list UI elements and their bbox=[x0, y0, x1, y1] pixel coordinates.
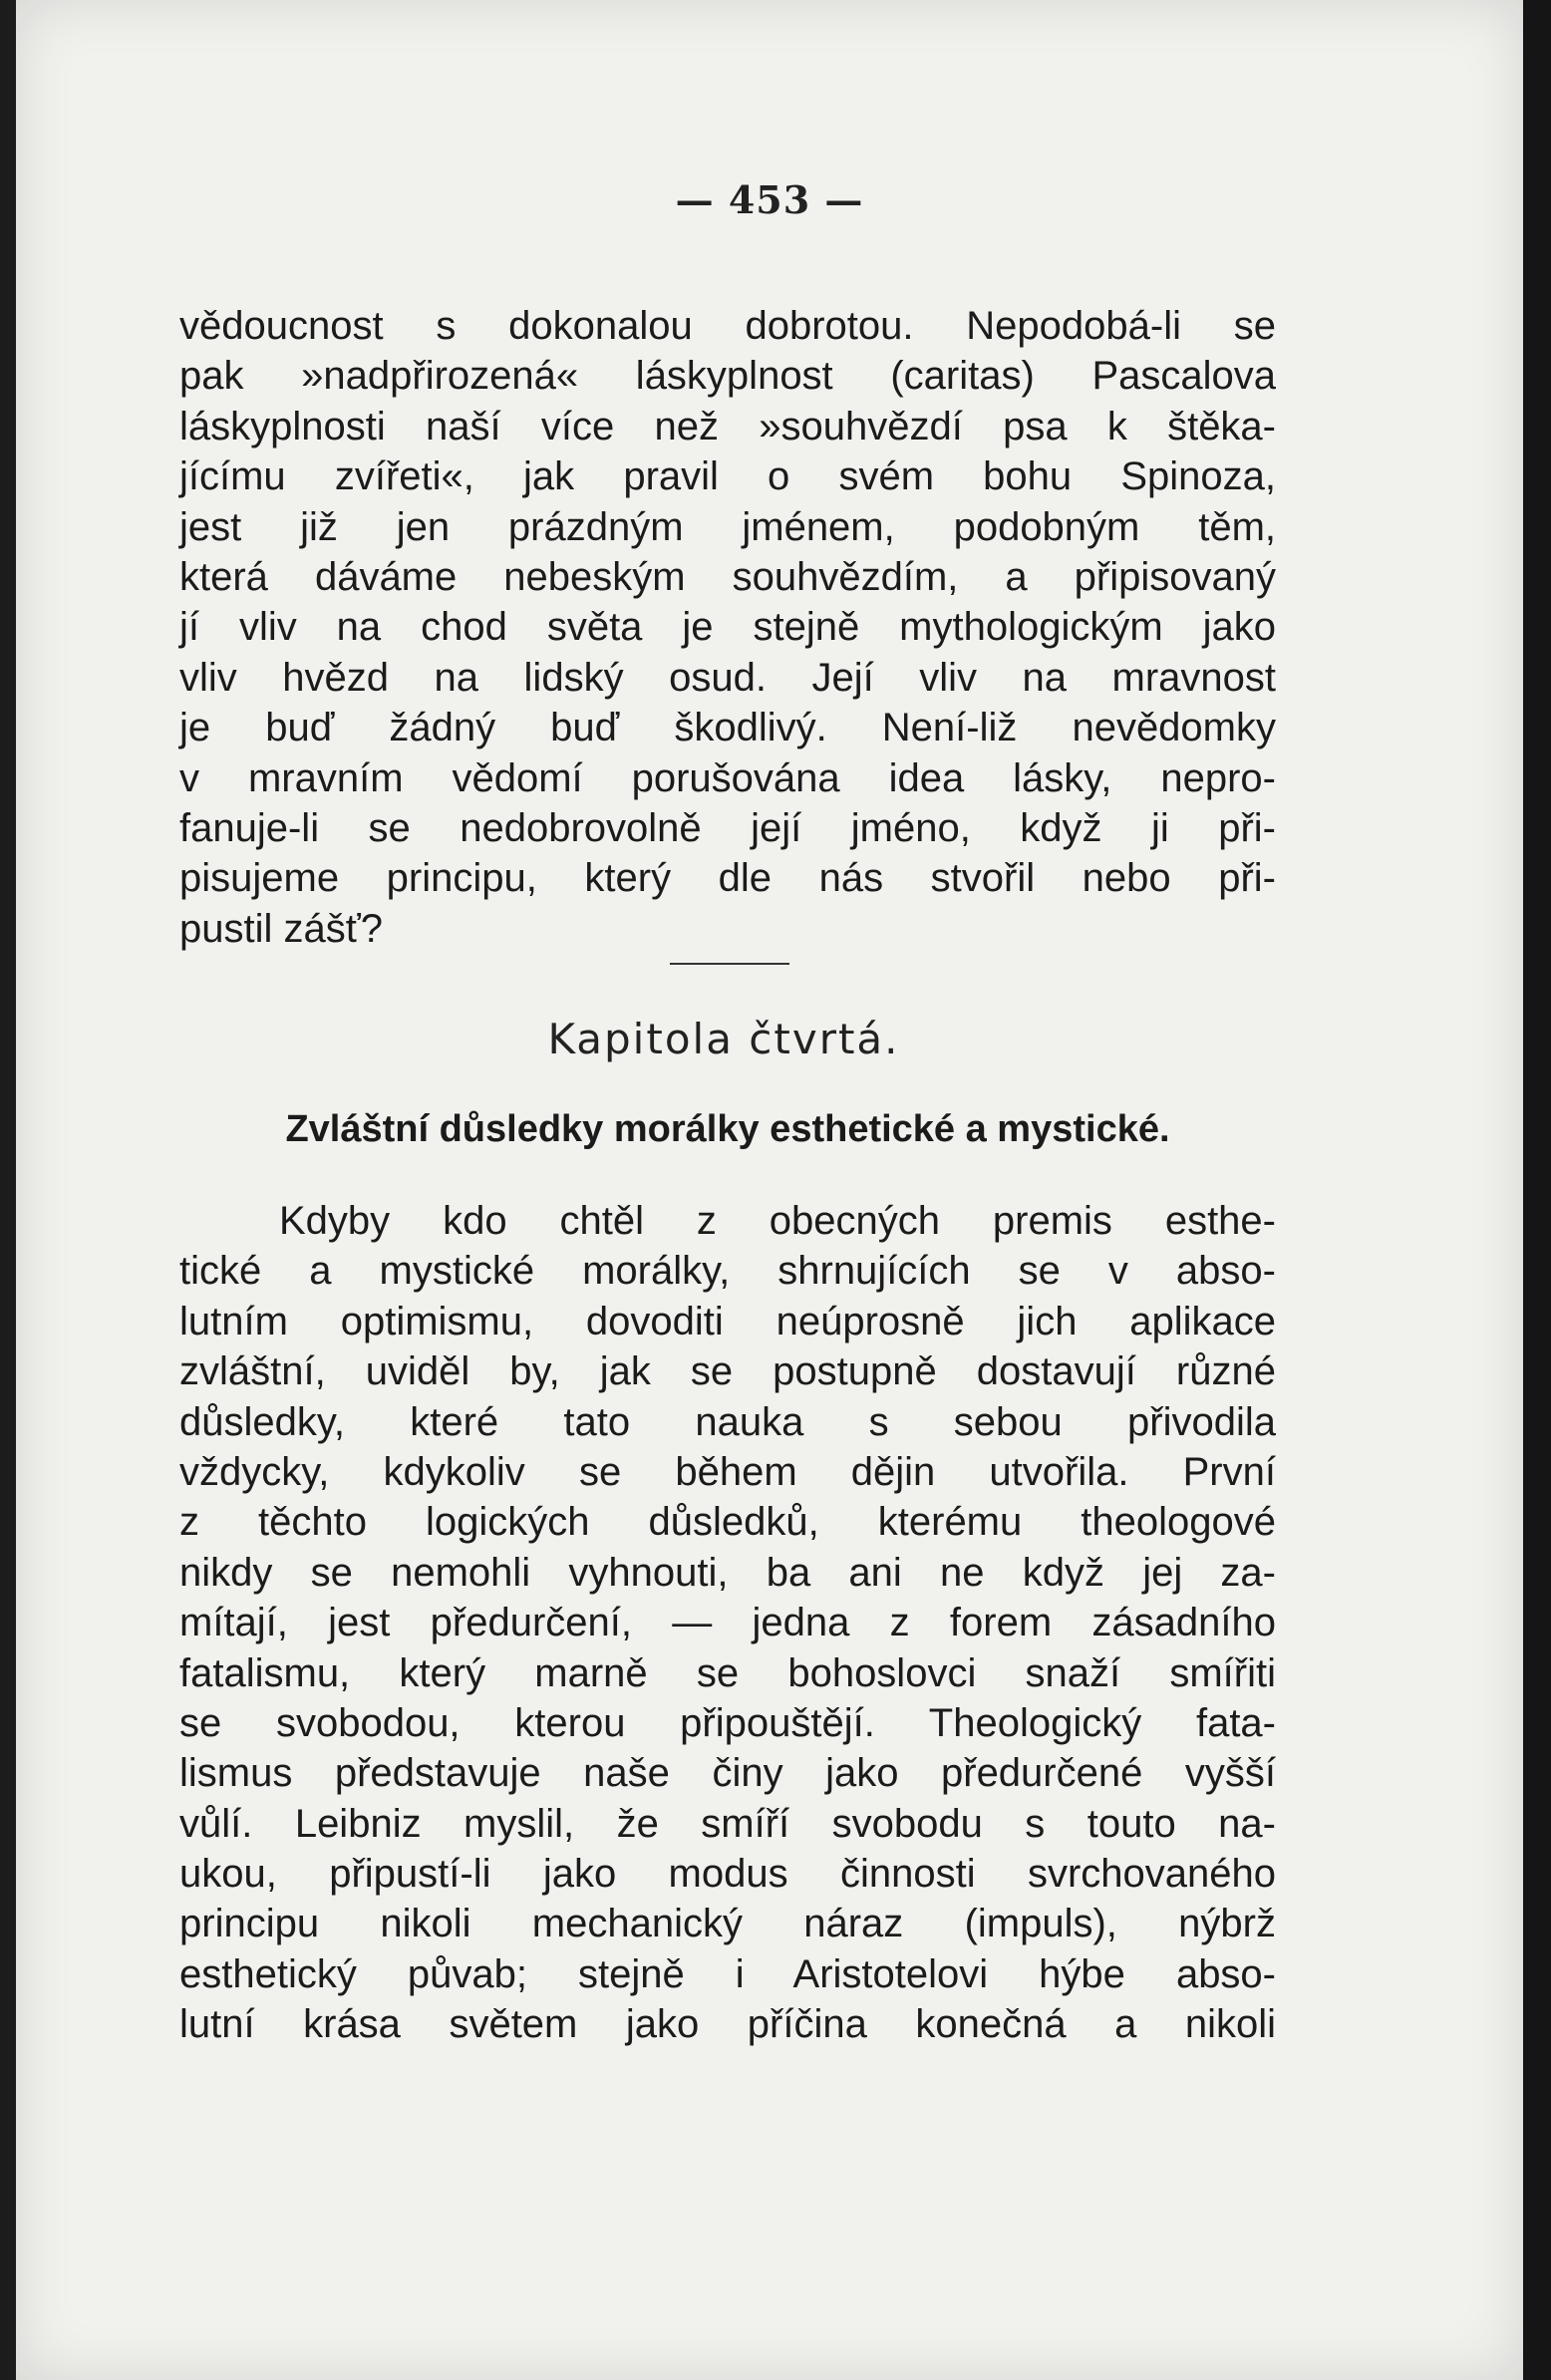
chapter-subtitle: Zvláštní důsledky morálky esthetické a mystické. bbox=[285, 1108, 1170, 1150]
text-line: vždycky, kdykoliv se během dějin utvořila. První bbox=[179, 1449, 1276, 1494]
text-line: je buď žádný buď škodlivý. Není-liž nevědomky bbox=[179, 706, 1276, 750]
text-line: lismus představuje naše činy jako předurčené vyšší bbox=[179, 1751, 1276, 1796]
text-line: vůlí. Leibniz myslil, že smíří svobodu s touto na- bbox=[179, 1801, 1276, 1846]
paragraph-2 bbox=[179, 1196, 1276, 2050]
page-number: — 453 — bbox=[675, 177, 864, 222]
text-line: jest již jen prázdným jménem, podobným těm, bbox=[179, 504, 1276, 549]
text-line: láskyplnosti naší více než »souhvězdí psa k štěka- bbox=[179, 404, 1276, 448]
paragraph-1 bbox=[179, 301, 1276, 954]
text-line: principu nikoli mechanický náraz (impuls), nýbrž bbox=[179, 1902, 1276, 1946]
text-line: která dáváme nebeským souhvězdím, a připisovaný bbox=[179, 554, 1276, 599]
text-line: mítají, jest předurčení, — jedna z forem zásadního bbox=[179, 1601, 1276, 1645]
text-line: pustil zášť? bbox=[179, 906, 383, 951]
text-line: se svobodou, kterou připouštějí. Theologický fata- bbox=[179, 1700, 1276, 1745]
text-line: zvláštní, uviděl by, jak se postupně dostavují různé bbox=[179, 1349, 1276, 1394]
text-line: ukou, připustí-li jako modus činnosti svrchovaného bbox=[179, 1852, 1276, 1897]
text-line: vliv hvězd na lidský osud. Její vliv na mravnost bbox=[179, 655, 1276, 700]
text-line: jí vliv na chod světa je stejně mythologickým jako bbox=[179, 605, 1276, 650]
text-line: z těchto logických důsledků, kterému theologové bbox=[179, 1500, 1276, 1545]
text-line: vědoucnost s dokonalou dobrotou. Nepodobá-li se bbox=[179, 304, 1276, 348]
text-line: esthetický půvab; stejně i Aristotelovi hýbe abso- bbox=[179, 1951, 1276, 1996]
chapter-title: Kapitola čtvrtá. bbox=[547, 1015, 900, 1063]
text-line: tické a mystické morálky, shrnujících se v abso- bbox=[179, 1249, 1276, 1294]
text-line: pak »nadpřirozená« láskyplnost (caritas) Pascalova bbox=[179, 354, 1276, 399]
text-line: lutním optimismu, dovoditi neúprosně jich aplikace bbox=[179, 1299, 1276, 1343]
text-line: důsledky, které tato nauka s sebou přivodila bbox=[179, 1399, 1276, 1444]
book-page bbox=[16, 0, 1523, 2380]
text-line: Kdyby kdo chtěl z obecných premis esthe- bbox=[279, 1199, 1276, 1243]
text-line: pisujeme principu, který dle nás stvořil nebo při- bbox=[179, 856, 1276, 901]
text-line: fatalismu, který marně se bohoslovci snaží smířiti bbox=[179, 1650, 1276, 1695]
text-line: nikdy se nemohli vyhnouti, ba ani ne když jej za- bbox=[179, 1550, 1276, 1595]
text-line: fanuje-li se nedobrovolně její jméno, když ji při- bbox=[179, 805, 1276, 850]
section-divider bbox=[670, 963, 789, 965]
page-edge-shadow bbox=[1523, 0, 1551, 2380]
text-line: v mravním vědomí porušována idea lásky, nepro- bbox=[179, 755, 1276, 800]
text-line: lutní krása světem jako příčina konečná a nikoli bbox=[179, 2002, 1276, 2047]
text-line: jícímu zvířeti«, jak pravil o svém bohu Spinoza, bbox=[179, 454, 1276, 499]
